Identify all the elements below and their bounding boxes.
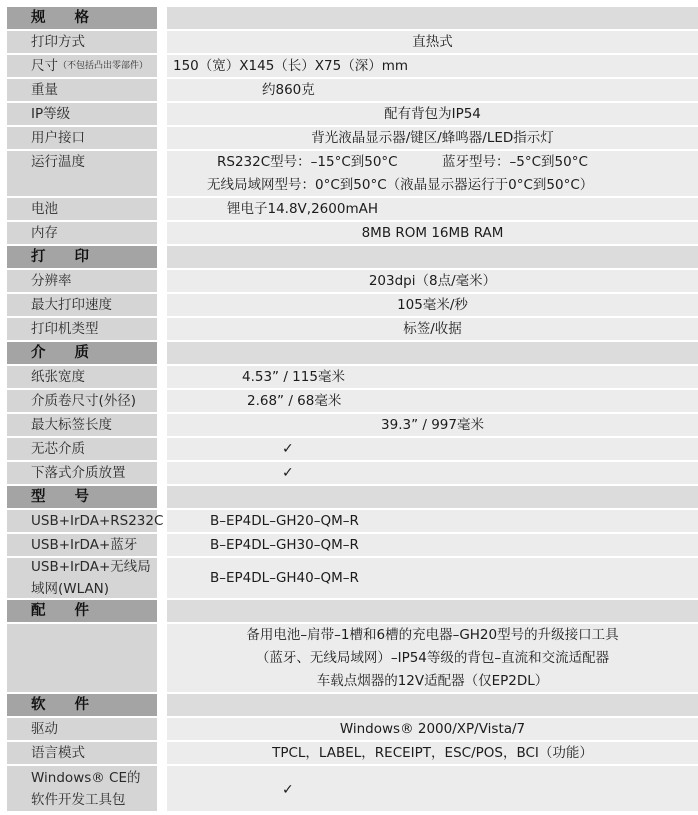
row-label: USB+IrDA+RS232C (7, 510, 157, 532)
section-bar (167, 7, 698, 29)
temp-wlan: 无线局域网型号：0°C到50°C（液晶显示器运行于0°C到50°C） (207, 177, 594, 193)
row-value: 直热式 (412, 34, 453, 50)
row-operating-temp (7, 151, 698, 196)
temp-rs232c: RS232C型号：–15°C到50°C (217, 154, 398, 170)
check-icon: ✓ (282, 782, 294, 798)
check-icon: ✓ (282, 465, 294, 481)
row-label: USB+IrDA+蓝牙 (7, 534, 157, 556)
row-label: 用户接口 (7, 127, 157, 149)
row-max-label-length (7, 414, 698, 436)
section-header-software (7, 694, 698, 716)
row-value: 150（宽）X145（长）X75（深）mm (173, 58, 409, 74)
row-label: 软件开发工具包 (31, 791, 126, 808)
row-value: 203dpi（8点/毫米） (368, 273, 497, 289)
row-max-speed (7, 294, 698, 316)
section-bar (167, 486, 698, 508)
row-coreless (7, 438, 698, 460)
section-bar (167, 342, 698, 364)
row-label: IP等级 (7, 103, 157, 125)
section-header-model (7, 486, 698, 508)
accessories-line: （蓝牙、无线局域网）–IP54等级的背包–直流和交流适配器 (255, 650, 610, 666)
row-label: 尺寸 (31, 58, 58, 74)
temp-bluetooth: 蓝牙型号：–5°C到50°C (442, 154, 588, 170)
section-title: 软 件 (7, 694, 157, 716)
row-sdk (7, 766, 698, 811)
row-label: 打印方式 (7, 31, 157, 53)
row-label: 驱动 (7, 718, 157, 740)
row-label: 重量 (7, 79, 157, 101)
row-label: Windows® CE的 (31, 769, 141, 786)
section-header-accessories (7, 600, 698, 622)
section-header-spec (7, 7, 698, 29)
row-language (7, 742, 698, 764)
row-value: 2.68” / 68毫米 (247, 393, 342, 409)
row-label: 域网(WLAN) (31, 581, 110, 597)
row-value: 配有背包为IP54 (384, 106, 481, 122)
row-value: B–EP4DL–GH30–QM–R (210, 537, 359, 553)
row-label: 纸张宽度 (7, 366, 157, 388)
row-print-method (7, 31, 698, 53)
row-paper-width (7, 366, 698, 388)
row-memory (7, 222, 698, 244)
check-icon: ✓ (282, 441, 294, 457)
row-label: 最大标签长度 (7, 414, 157, 436)
row-value: 背光液晶显示器/键区/蜂鸣器/LED指示灯 (311, 130, 554, 146)
row-battery (7, 198, 698, 220)
row-driver (7, 718, 698, 740)
section-header-media (7, 342, 698, 364)
row-label: 无芯介质 (7, 438, 157, 460)
row-weight (7, 79, 698, 101)
row-value: 8MB ROM 16MB RAM (361, 225, 504, 241)
row-value: Windows® 2000/XP/Vista/7 (339, 721, 526, 737)
accessories-line: 车载点烟器的12V适配器（仅EP2DL） (316, 673, 549, 689)
row-label: 最大打印速度 (7, 294, 157, 316)
row-value: 约860克 (262, 82, 315, 98)
row-model-2 (7, 534, 698, 556)
row-value: 39.3” / 997毫米 (381, 417, 484, 433)
row-printer-type (7, 318, 698, 340)
row-value: 标签/收据 (403, 321, 462, 337)
row-value: 4.53” / 115毫米 (242, 369, 345, 385)
row-value: B–EP4DL–GH40–QM–R (210, 570, 359, 586)
row-resolution (7, 270, 698, 292)
section-title: 规 格 (7, 7, 157, 29)
section-title: 介 质 (7, 342, 157, 364)
row-drop-in (7, 462, 698, 484)
row-label: 介质卷尺寸(外径) (7, 390, 157, 412)
row-model-3 (7, 558, 698, 598)
row-label: 电池 (7, 198, 157, 220)
section-bar (167, 600, 698, 622)
row-ip-rating (7, 103, 698, 125)
row-label: 分辨率 (7, 270, 157, 292)
row-value: TPCL，LABEL，RECEIPT，ESC/POS，BCI（功能） (272, 745, 593, 761)
section-header-print (7, 246, 698, 268)
accessories-line: 备用电池–肩带–1槽和6槽的充电器–GH20型号的升级接口工具 (246, 627, 619, 643)
row-accessories (7, 624, 698, 692)
row-label: 内存 (7, 222, 157, 244)
row-label: 语言模式 (7, 742, 157, 764)
row-value: B–EP4DL–GH20–QM–R (210, 513, 359, 529)
row-user-interface (7, 127, 698, 149)
section-title: 配 件 (7, 600, 157, 622)
row-label: 下落式介质放置 (7, 462, 157, 484)
row-label-note: （不包括凸出零部件） (58, 61, 149, 71)
section-bar (167, 246, 698, 268)
row-roll-size (7, 390, 698, 412)
row-value: 105毫米/秒 (397, 297, 468, 313)
row-label: USB+IrDA+无线局 (31, 559, 151, 575)
row-label: 运行温度 (7, 151, 157, 196)
section-title: 打 印 (7, 246, 157, 268)
row-model-1 (7, 510, 698, 532)
section-title: 型 号 (7, 486, 157, 508)
row-value: 锂电子14.8V,2600mAH (227, 201, 378, 217)
row-dimensions (7, 55, 698, 77)
row-label: 打印机类型 (7, 318, 157, 340)
section-bar (167, 694, 698, 716)
